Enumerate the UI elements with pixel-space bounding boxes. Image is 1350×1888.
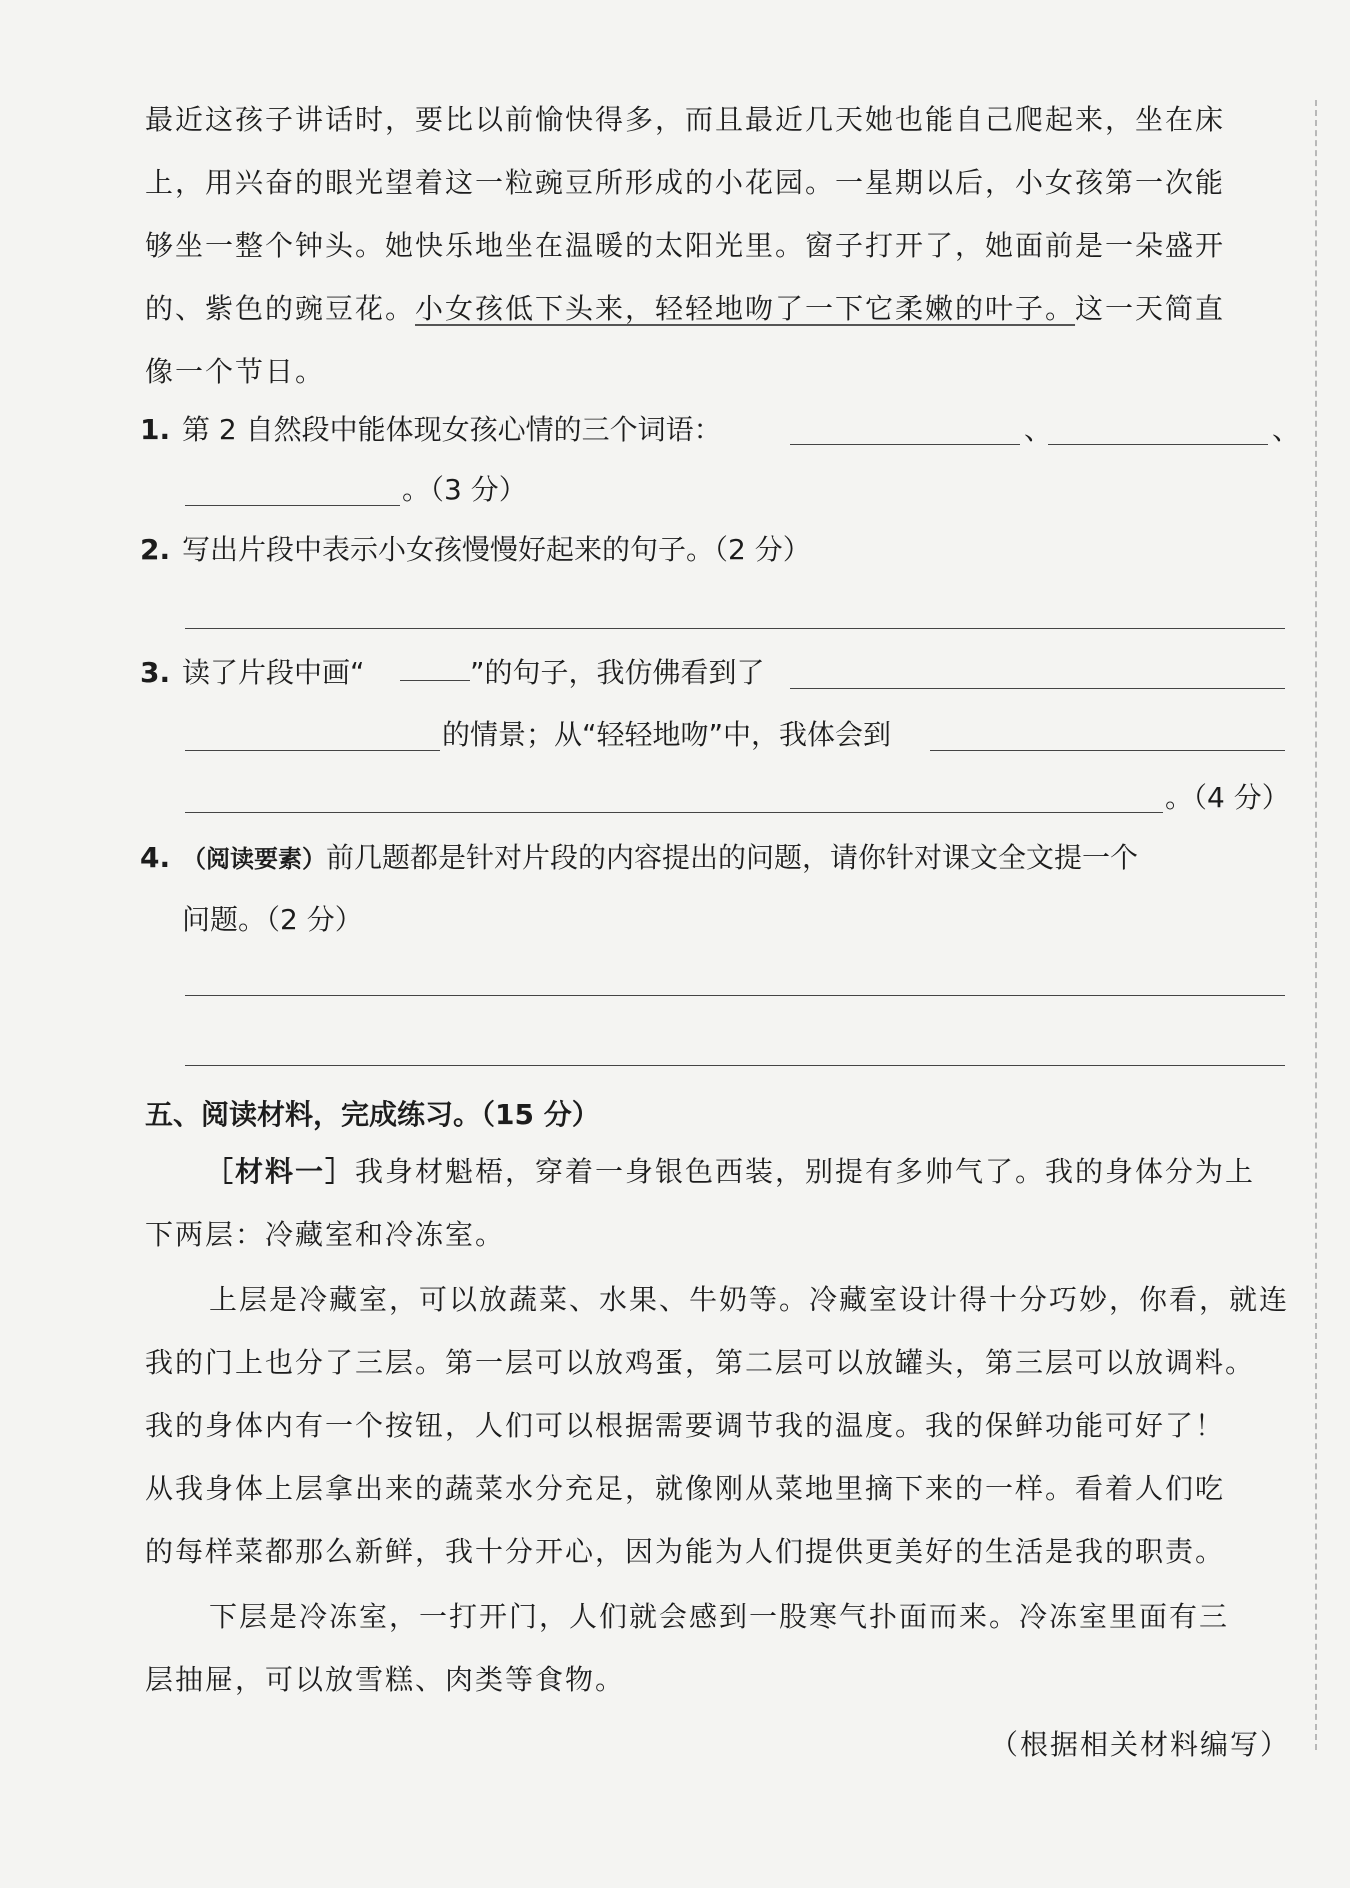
- passage-line-1: 最近这孩子讲话时，要比以前愉快得多，而且最近几天她也能自己爬起来，坐在床: [145, 103, 1226, 136]
- p2-line-5: 的每样菜都那么新鲜，我十分开心，因为能为人们提供更美好的生活是我的职责。: [145, 1535, 1226, 1568]
- q3-text-a: 读了片段中画“: [182, 656, 365, 689]
- p3-line-2: 层抽屉，可以放雪糕、肉类等食物。: [145, 1663, 626, 1696]
- passage-line-5: 像一个节日。: [145, 355, 326, 388]
- q3-number: 3.: [140, 656, 171, 689]
- material1-line-1: [145, 1152, 1295, 1192]
- passage-line-4-post: 这一天简直: [1075, 292, 1226, 325]
- material1-text-1: 我身材魁梧，穿着一身银色西装，别提有多帅气了。我的身体分为上: [355, 1155, 1256, 1188]
- q1-blank-2[interactable]: [1048, 444, 1268, 445]
- margin-dashed-line: [1315, 100, 1317, 1750]
- p2-line-2: 我的门上也分了三层。第一层可以放鸡蛋，第二层可以放罐头，第三层可以放调料。: [145, 1346, 1256, 1379]
- q1-blank-3[interactable]: [185, 505, 400, 506]
- q4-text-2: 问题。（2 分）: [182, 903, 363, 936]
- q1-sep-1: 、: [1024, 413, 1053, 446]
- q4-tag: （阅读要素）: [182, 845, 326, 873]
- material1-label: ［材料一］: [205, 1155, 356, 1188]
- q2-answer-line[interactable]: [185, 628, 1285, 629]
- underlined-sentence: 小女孩低下头来，轻轻地吻了一下它柔嫩的叶子。: [415, 292, 1076, 325]
- q3-blank-2[interactable]: [185, 750, 440, 751]
- p2-line-4: 从我身体上层拿出来的蔬菜水分充足，就像刚从菜地里摘下来的一样。看着人们吃: [145, 1472, 1226, 1505]
- q4-text: [182, 838, 1138, 879]
- q1-end: 。（3 分）: [402, 473, 527, 506]
- q1-sep-2: 、: [1272, 413, 1301, 446]
- q2-text: 写出片段中表示小女孩慢慢好起来的句子。（2 分）: [182, 533, 811, 566]
- source-note: （根据相关材料编写）: [990, 1728, 1291, 1761]
- q3-blank-1[interactable]: [790, 688, 1285, 689]
- q2-number: 2.: [140, 533, 171, 566]
- passage-line-4-pre: 的、紫色的豌豆花。: [145, 292, 416, 325]
- q1-text: 第 2 自然段中能体现女孩心情的三个词语：: [182, 413, 722, 446]
- q3-text-c: 的情景；从“轻轻地吻”中，我体会到: [442, 718, 892, 751]
- q3-blank-4[interactable]: [185, 812, 1163, 813]
- passage-line-2: 上，用兴奋的眼光望着这一粒豌豆所形成的小花园。一星期以后，小女孩第一次能: [145, 166, 1226, 199]
- q4-answer-line-2[interactable]: [185, 1065, 1285, 1066]
- p3-line-1: [145, 1597, 1295, 1637]
- q4-text-main: 前几题都是针对片段的内容提出的问题，请你针对课文全文提一个: [326, 841, 1139, 874]
- q1-number: 1.: [140, 413, 171, 446]
- q3-mark-sample: [400, 680, 470, 681]
- q3-end: 。（4 分）: [1165, 781, 1290, 814]
- q3-text-b: ”的句子，我仿佛看到了: [470, 656, 765, 689]
- q1-blank-1[interactable]: [790, 444, 1020, 445]
- passage-line-3: 够坐一整个钟头。她快乐地坐在温暖的太阳光里。窗子打开了，她面前是一朵盛开: [145, 229, 1226, 262]
- section5-heading: 五、阅读材料，完成练习。（15 分）: [145, 1098, 600, 1131]
- q3-blank-3[interactable]: [930, 750, 1285, 751]
- p2-line-1-text: 上层是冷藏室，可以放蔬菜、水果、牛奶等。冷藏室设计得十分巧妙，你看，就连: [209, 1283, 1290, 1316]
- material1-line-2: 下两层：冷藏室和冷冻室。: [145, 1218, 506, 1251]
- p2-line-1: [145, 1280, 1295, 1320]
- p2-line-3: 我的身体内有一个按钮，人们可以根据需要调节我的温度。我的保鲜功能可好了！: [145, 1409, 1226, 1442]
- passage-line-4: [145, 289, 1295, 329]
- p3-line-1-text: 下层是冷冻室，一打开门，人们就会感到一股寒气扑面而来。冷冻室里面有三: [209, 1600, 1230, 1633]
- q4-answer-line-1[interactable]: [185, 995, 1285, 996]
- q4-number: 4.: [140, 841, 171, 874]
